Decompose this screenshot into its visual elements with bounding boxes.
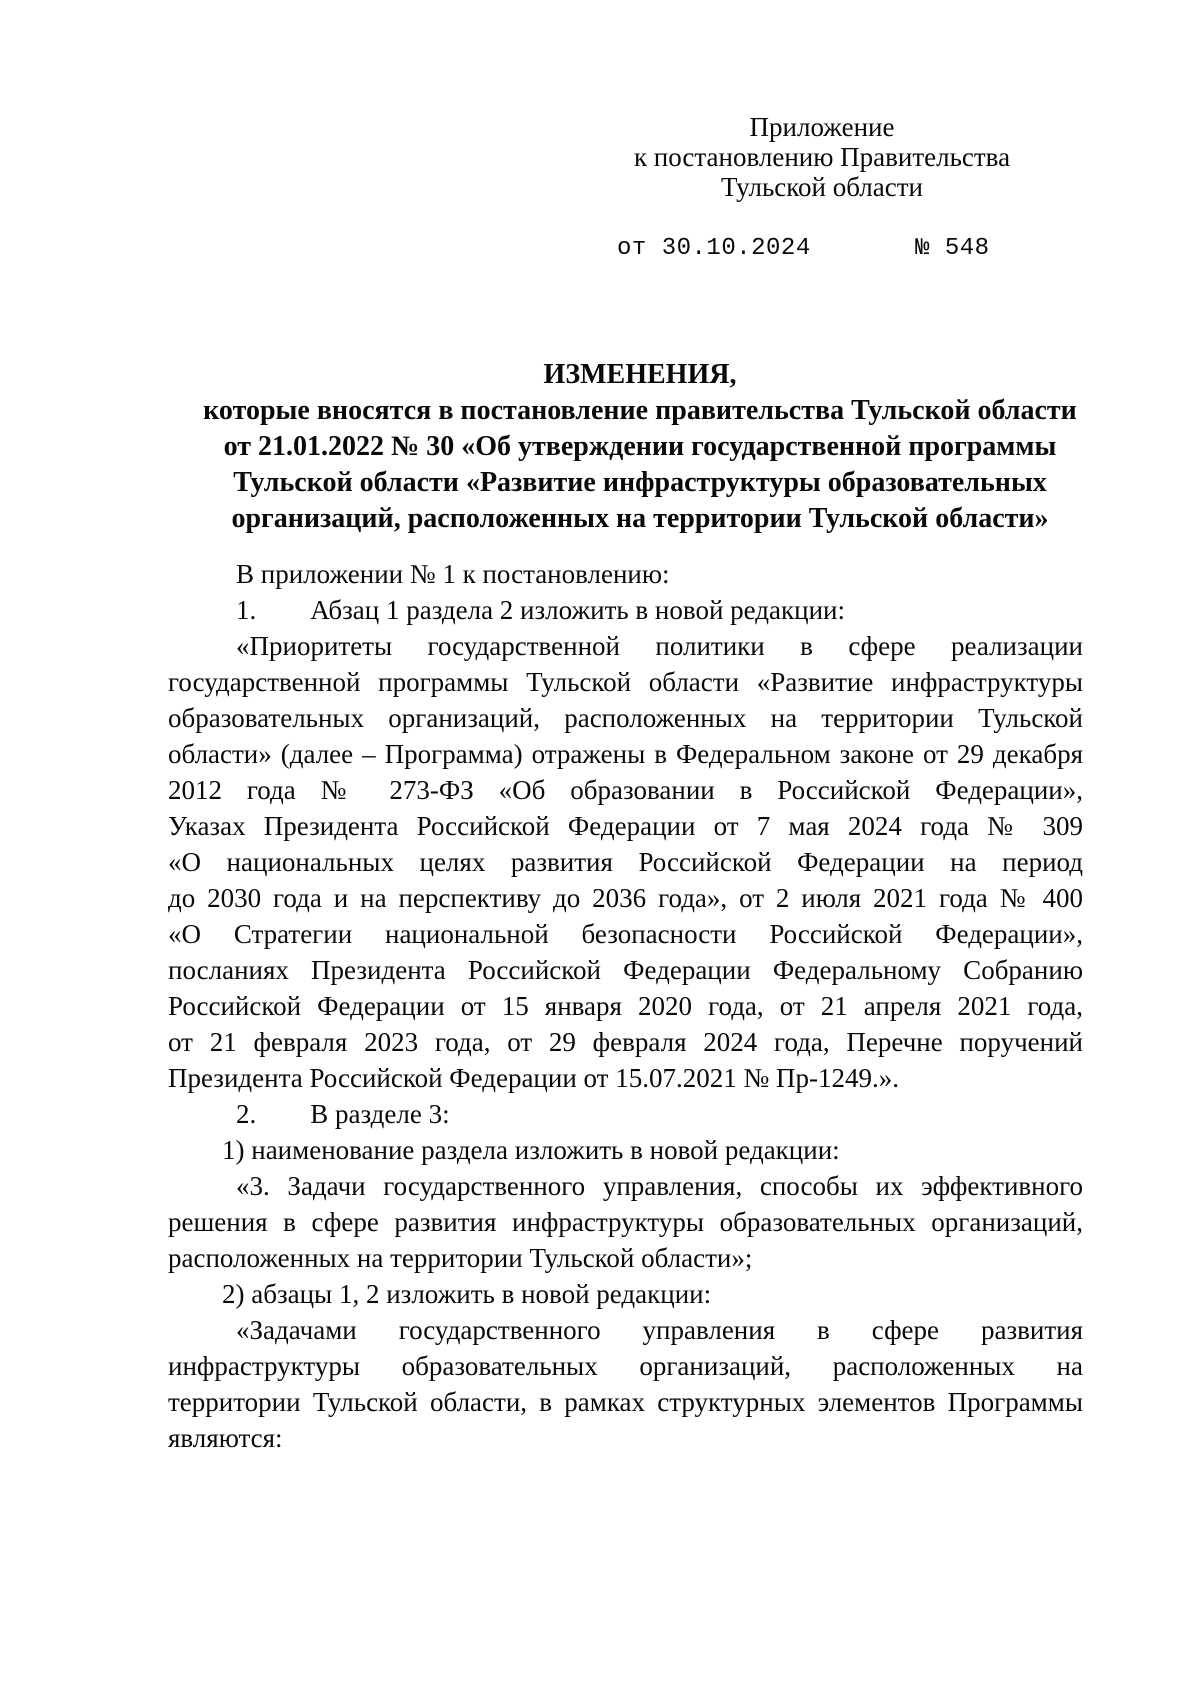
body-line: 2) абзацы 1, 2 изложить в новой редакции: xyxy=(222,1279,712,1309)
title-line: от 21.01.2022 № 30 «Об утверждении государственной программы xyxy=(223,431,1057,462)
title-line: которые вносятся в постановление правительства Тульской области xyxy=(203,395,1077,426)
document-title xyxy=(190,357,1090,537)
document-body xyxy=(168,556,1083,1456)
body-line: посланиях Президента Российской Федерации Федеральному Собранию xyxy=(168,955,1083,985)
body-line: 1. Абзац 1 раздела 2 изложить в новой редакции: xyxy=(236,595,845,625)
date-number-line: от 30.10.2024 № 548 xyxy=(617,235,990,262)
body-line: 1) наименование раздела изложить в новой редакции: xyxy=(222,1135,840,1165)
body-line: «О Стратегии национальной безопасности Российской Федерации», xyxy=(168,919,1083,949)
title-line: Тульской области «Развитие инфраструктуры образовательных xyxy=(233,467,1047,498)
body-line: Президента Российской Федерации от 15.07.2021 № Пр-1249.». xyxy=(168,1063,899,1093)
body-line: являются: xyxy=(168,1423,283,1453)
body-line: расположенных на территории Тульской области»; xyxy=(168,1243,753,1273)
title-line: организаций, расположенных на территории Тульской области» xyxy=(231,503,1049,534)
body-line: «3. Задачи государственного управления, способы их эффективного xyxy=(236,1171,1083,1201)
header-line: Тульской области xyxy=(721,172,923,202)
header-line: к постановлению Правительства xyxy=(633,142,1011,172)
body-line: образовательных организаций, расположенных на территории Тульской xyxy=(168,703,1083,733)
appendix-header xyxy=(622,112,1022,202)
body-line: «Задачами государственного управления в сфере развития xyxy=(236,1315,1083,1345)
header-line: Приложение xyxy=(749,112,895,142)
body-line: государственной программы Тульской области «Развитие инфраструктуры xyxy=(168,667,1083,697)
body-line: 2012 года № 273-ФЗ «Об образовании в Российской Федерации», xyxy=(168,775,1083,805)
body-line: решения в сфере развития инфраструктуры образовательных организаций, xyxy=(168,1207,1083,1237)
body-line: 2. В разделе 3: xyxy=(236,1099,450,1129)
body-line: до 2030 года и на перспективу до 2036 года», от 2 июля 2021 года № 400 xyxy=(168,883,1083,913)
body-line: Российской Федерации от 15 января 2020 года, от 21 апреля 2021 года, xyxy=(168,991,1083,1021)
body-line: территории Тульской области, в рамках структурных элементов Программы xyxy=(168,1387,1083,1417)
body-line: от 21 февраля 2023 года, от 29 февраля 2024 года, Перечне поручений xyxy=(168,1027,1083,1057)
body-line: инфраструктуры образовательных организаций, расположенных на xyxy=(168,1351,1083,1381)
body-line: Указах Президента Российской Федерации от 7 мая 2024 года № 309 xyxy=(168,811,1083,841)
title-line: ИЗМЕНЕНИЯ, xyxy=(543,359,737,390)
body-line: «Приоритеты государственной политики в сфере реализации xyxy=(236,631,1083,661)
body-line: В приложении № 1 к постановлению: xyxy=(236,559,670,589)
body-line: «О национальных целях развития Российской Федерации на период xyxy=(168,847,1083,877)
body-line: области» (далее – Программа) отражены в Федеральном законе от 29 декабря xyxy=(168,739,1083,769)
